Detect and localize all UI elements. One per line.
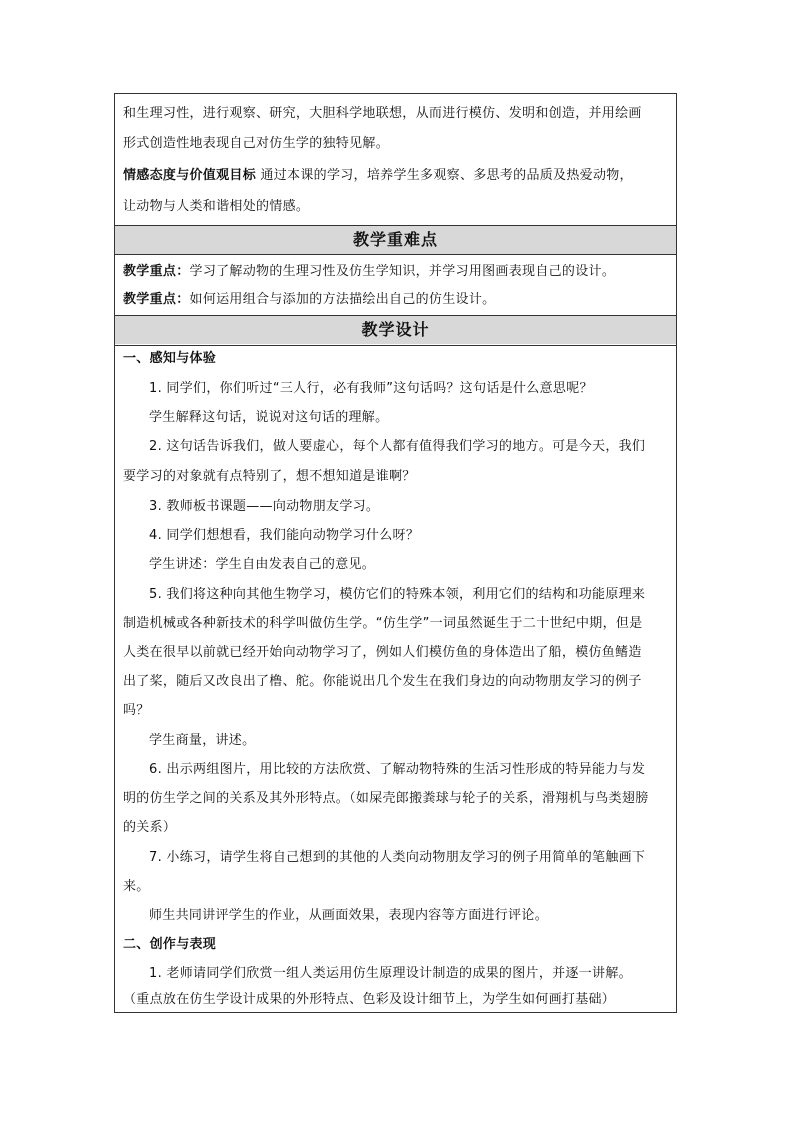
objectives-line-2: 形式创造性地表现自己对仿生学的独特见解。: [123, 136, 390, 151]
key-point-2-label: 教学重点：: [123, 292, 190, 307]
key-point-2: [123, 290, 670, 310]
lesson-plan-table: [114, 93, 677, 1013]
design-line: 5. 我们将这种向其他生物学习，模仿它们的特殊本领，利用它们的结构和功能原理来: [149, 587, 646, 602]
part1-heading: 一、感知与体验: [123, 351, 217, 366]
design-line: 3. 教师板书课题——向动物朋友学习。: [149, 499, 380, 514]
affect-objective-label: 情感态度与价值观目标: [123, 168, 257, 183]
part2-heading: 二、创作与表现: [123, 937, 217, 952]
affect-objective-line: [123, 166, 670, 186]
key-point-2-text: 如何运用组合与添加的方法描绘出自己的仿生设计。: [189, 292, 496, 307]
design-line: 吗？: [123, 703, 150, 718]
design-line: 6. 出示两组图片，用比较的方法欣赏、了解动物特殊的生活习性形成的特异能力与发: [149, 762, 646, 777]
design-line: 出了桨，随后又改良出了橹、舵。你能说出几个发生在我们身边的向动物朋友学习的例子: [123, 674, 642, 689]
section-divider: [115, 345, 676, 346]
design-line: 人类在很早以前就已经开始向动物学习了，例如人们模仿鱼的身体造出了船，模仿鱼鳍造: [123, 645, 642, 660]
design-line: 4. 同学们想想看，我们能向动物学习什么呀？: [149, 528, 420, 543]
design-line: 7. 小练习，请学生将自己想到的其他的人类向动物朋友学习的例子用简单的笔触画下: [149, 850, 646, 865]
design-line: （重点放在仿生学设计成果的外形特点、色彩及设计细节上，为学生如何画打基础）: [123, 992, 616, 1007]
design-header: 教学设计: [115, 316, 676, 344]
objectives-line-1: 和生理习性，进行观察、研究，大胆科学地联想，从而进行模仿、发明和创造，并用绘画: [123, 106, 642, 121]
design-line: 制造机械或各种新技术的科学叫做仿生学。“仿生学”一词虽然诞生于二十世纪中期，但是: [123, 616, 643, 631]
design-line: 师生共同讲评学生的作业，从画面效果，表现内容等方面进行评论。: [149, 908, 549, 923]
design-line: 学生解释这句话，说说对这句话的理解。: [149, 410, 389, 425]
key-point-1-text: 学习了解动物的生理习性及仿生学知识，并学习用图画表现自己的设计。: [189, 264, 616, 279]
design-line: 要学习的对象就有点特别了，想不想知道是谁啊？: [123, 469, 416, 484]
key-points-header: 教学重难点: [115, 226, 676, 254]
design-line: 1. 老师请同学们欣赏一组人类运用仿生原理设计制造的成果的图片，并逐一讲解。: [149, 966, 632, 981]
design-line: 来。: [123, 879, 150, 894]
affect-objective-text: 通过本课的学习，培养学生多观察、多思考的品质及热爱动物，: [260, 168, 633, 183]
design-line: 1. 同学们，你们听过“三人行，必有我师”这句话吗？这句话是什么意思呢？: [149, 381, 593, 396]
objectives-line-4: 让动物与人类和谐相处的情感。: [123, 199, 310, 214]
key-point-1: [123, 262, 670, 282]
section-divider: [115, 254, 676, 255]
key-point-1-label: 教学重点：: [123, 264, 190, 279]
design-line: 学生讲述：学生自由发表自己的意见。: [149, 557, 376, 572]
design-line: 学生商量，讲述。: [149, 733, 256, 748]
design-line: 的关系）: [123, 820, 177, 835]
design-line: 明的仿生学之间的关系及其外形特点。（如屎壳郎搬粪球与轮子的关系，滑翔机与鸟类翅膀: [123, 791, 649, 806]
design-line: 2. 这句话告诉我们，做人要虚心，每个人都有值得我们学习的地方。可是今天，我们: [149, 439, 646, 454]
